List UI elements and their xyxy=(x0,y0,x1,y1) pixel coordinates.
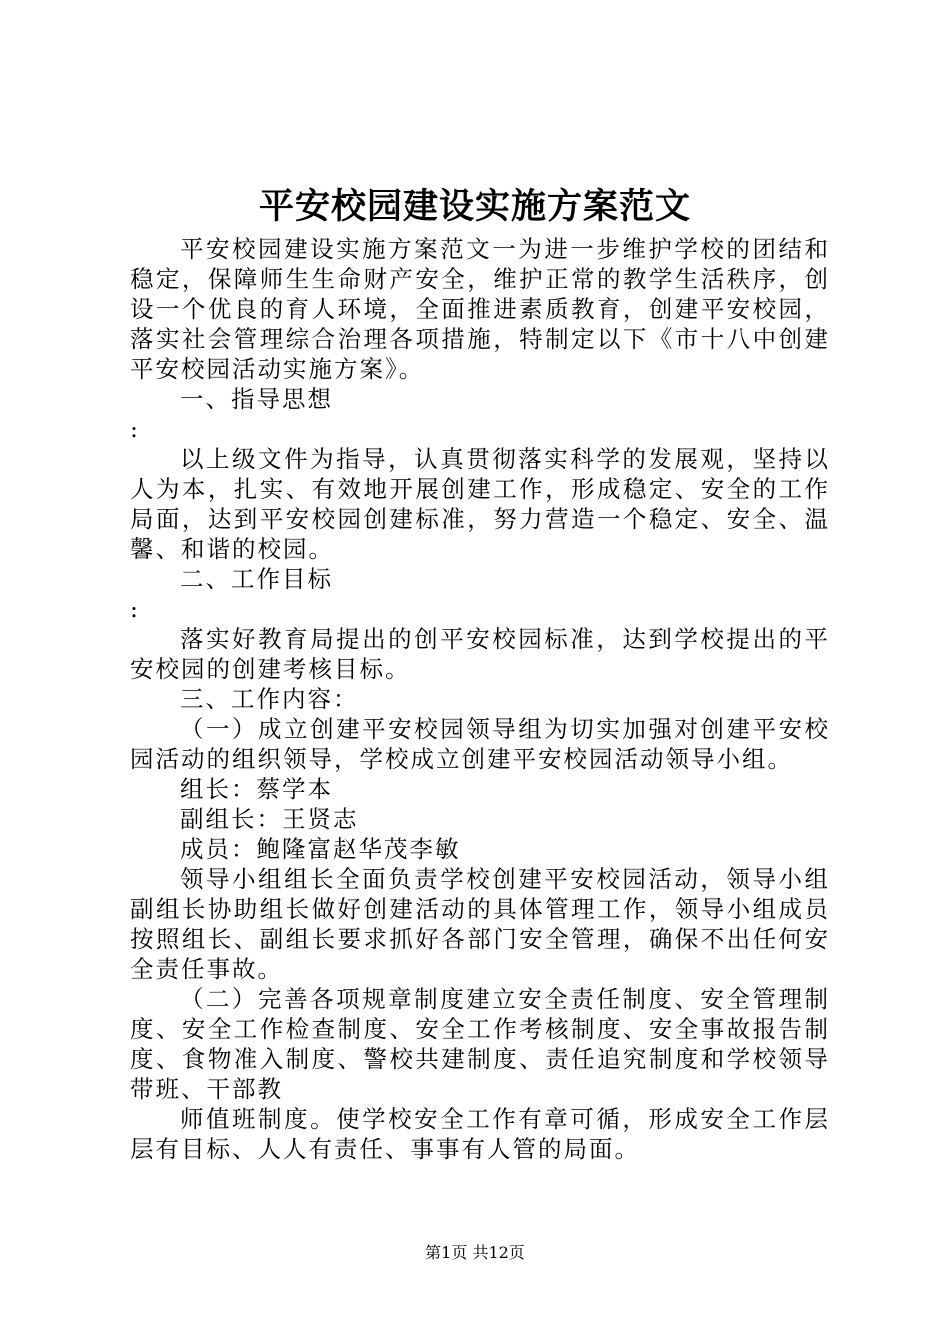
colon-line: : xyxy=(130,595,140,623)
section-heading-guiding-thought: 一、指导思想 xyxy=(180,385,333,413)
document-title: 平安校园建设实施方案范文 xyxy=(258,186,691,227)
duty-system-paragraph: 师值班制度。使学校安全工作有章可循，形成安全工作层层有目标、人人有责任、事事有人管的局面。 xyxy=(130,1105,830,1163)
work-goal-paragraph: 落实好教育局提出的创平安校园标准，达到学校提出的平安校园的创建考核目标。 xyxy=(130,625,830,683)
guiding-thought-paragraph: 以上级文件为指导，认真贯彻落实科学的发展观，坚持以人为本，扎实、有效地开展创建工作，形成稳定、安全的工作局面，达到平安校园创建标准，努力营造一个稳定、安全、温馨、和谐的校园。 xyxy=(130,445,830,563)
section-heading-work-goal: 二、工作目标 xyxy=(180,565,333,593)
page-footer: 第1页 共12页 xyxy=(425,1243,525,1262)
leadership-group-paragraph: （一）成立创建平安校园领导组为切实加强对创建平安校园活动的组织领导，学校成立创建平安校园活动领导小组。 xyxy=(130,715,830,773)
colon-line: : xyxy=(130,415,140,443)
members-line: 成员：鲍隆富赵华茂李敏 xyxy=(180,835,461,863)
group-leader-line: 组长：蔡学本 xyxy=(180,775,333,803)
section-heading-work-content: 三、工作内容： xyxy=(180,685,359,713)
responsibilities-paragraph: 领导小组组长全面负责学校创建平安校园活动，领导小组副组长协助组长做好创建活动的具体管理工作，领导小组成员按照组长、副组长要求抓好各部门安全管理，确保不出任何安全责任事故。 xyxy=(130,865,830,983)
intro-paragraph: 平安校园建设实施方案范文一为进一步维护学校的团结和稳定，保障师生生命财产安全，维护正常的教学生活秩序，创设一个优良的育人环境，全面推进素质教育，创建平安校园，落实社会管理综合治理各项措施，特制定以下《市十八中创建平安校园活动实施方案》。 xyxy=(130,235,830,383)
deputy-leader-line: 副组长：王贤志 xyxy=(180,805,359,833)
document-body xyxy=(130,234,830,1164)
regulations-paragraph: （二）完善各项规章制度建立安全责任制度、安全管理制度、安全工作检查制度、安全工作考核制度、安全事故报告制度、食物准入制度、警校共建制度、责任追究制度和学校领导带班、干部教 xyxy=(130,985,830,1103)
